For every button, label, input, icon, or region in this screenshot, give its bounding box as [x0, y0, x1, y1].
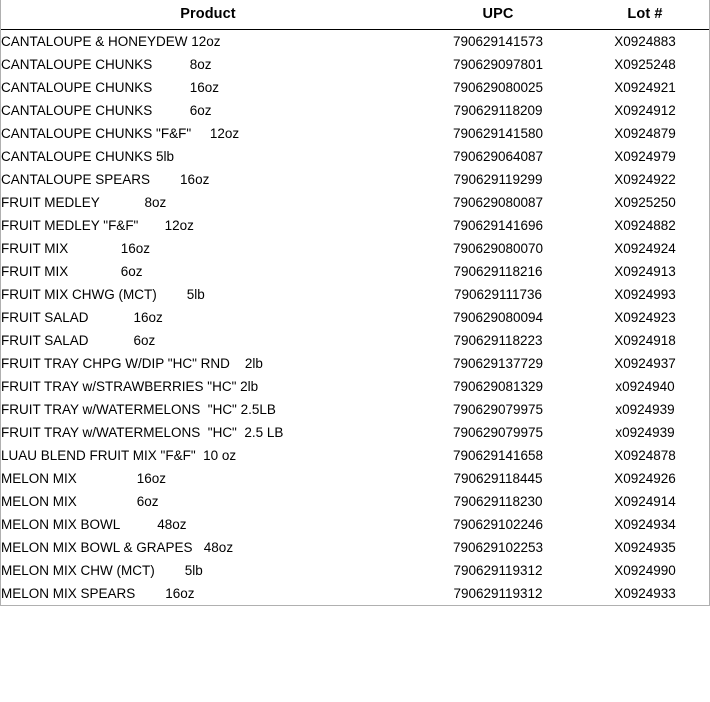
cell-product: MELON MIX BOWL 48oz	[1, 517, 187, 532]
cell-upc: 790629118223	[453, 333, 543, 348]
table-row	[1, 398, 709, 421]
cell-lot: X0924918	[614, 333, 676, 348]
cell-upc: 790629097801	[452, 57, 544, 72]
cell-lot: X0925250	[614, 195, 676, 210]
table-row	[1, 53, 709, 76]
column-header-product: Product	[1, 0, 415, 30]
cell-upc: 790629119299	[453, 172, 543, 187]
table-row	[1, 490, 709, 513]
table-row	[1, 329, 709, 352]
cell-product: FRUIT MIX 6oz	[1, 264, 143, 279]
cell-lot: X0924921	[614, 80, 676, 95]
table-row	[1, 421, 709, 444]
cell-upc: 790629137729	[452, 356, 544, 371]
cell-product: FRUIT MIX 16oz	[1, 241, 151, 256]
cell-product: MELON MIX 16oz	[1, 471, 167, 486]
cell-upc: 790629064087	[452, 149, 544, 164]
cell-lot: x0924939	[615, 402, 675, 417]
table-row	[1, 122, 709, 145]
table-row	[1, 214, 709, 237]
cell-lot: X0924914	[614, 494, 676, 509]
cell-upc: 790629119312	[453, 586, 543, 601]
cell-product: MELON MIX 6oz	[1, 494, 159, 509]
cell-upc: 790629080094	[452, 310, 544, 325]
cell-upc: 790629079975	[452, 402, 544, 417]
cell-product: CANTALOUPE & HONEYDEW 12oz	[1, 34, 221, 49]
cell-lot: X0925248	[614, 57, 676, 72]
cell-lot: X0924882	[614, 218, 676, 233]
cell-product: CANTALOUPE CHUNKS 16oz	[1, 80, 220, 95]
table-row	[1, 559, 709, 582]
cell-lot: X0924913	[614, 264, 676, 279]
table-row	[1, 260, 709, 283]
cell-product: LUAU BLEND FRUIT MIX "F&F" 10 oz	[1, 448, 237, 463]
cell-product: FRUIT MEDLEY 8oz	[1, 195, 167, 210]
cell-upc: 790629118209	[453, 103, 543, 118]
cell-upc: 790629079975	[452, 425, 544, 440]
cell-lot: X0924979	[614, 149, 676, 164]
cell-upc: 790629080087	[452, 195, 544, 210]
cell-upc: 790629141696	[452, 218, 544, 233]
cell-upc: 790629119312	[453, 563, 543, 578]
cell-upc: 790629080070	[452, 241, 544, 256]
cell-lot: X0924922	[614, 172, 676, 187]
cell-product: CANTALOUPE SPEARS 16oz	[1, 172, 210, 187]
cell-upc: 790629118216	[453, 264, 543, 279]
table-header-row	[1, 0, 709, 30]
cell-product: FRUIT MIX CHWG (MCT) 5lb	[1, 287, 205, 302]
table-row	[1, 582, 709, 605]
cell-lot: X0924879	[614, 126, 676, 141]
cell-product: FRUIT MEDLEY "F&F" 12oz	[1, 218, 194, 233]
table-row	[1, 237, 709, 260]
table-row	[1, 352, 709, 375]
cell-product: MELON MIX BOWL & GRAPES 48oz	[1, 540, 234, 555]
table-row	[1, 30, 709, 54]
cell-upc: 790629141658	[452, 448, 544, 463]
table-row	[1, 283, 709, 306]
table-row	[1, 168, 709, 191]
cell-product: FRUIT TRAY w/WATERMELONS "HC" 2.5 LB	[1, 425, 284, 440]
table-row	[1, 99, 709, 122]
cell-lot: x0924939	[615, 425, 675, 440]
cell-product: FRUIT TRAY w/STRAWBERRIES "HC" 2lb	[1, 379, 259, 394]
table-row	[1, 306, 709, 329]
cell-product: MELON MIX SPEARS 16oz	[1, 586, 195, 601]
cell-lot: X0924926	[614, 471, 676, 486]
cell-lot: X0924878	[614, 448, 676, 463]
table-row	[1, 191, 709, 214]
cell-lot: X0924993	[614, 287, 676, 302]
cell-lot: X0924883	[614, 34, 676, 49]
table-row	[1, 444, 709, 467]
cell-product: CANTALOUPE CHUNKS "F&F" 12oz	[1, 126, 240, 141]
cell-upc: 790629081329	[452, 379, 544, 394]
cell-lot: X0924923	[614, 310, 676, 325]
table-row	[1, 145, 709, 168]
cell-lot: X0924935	[614, 540, 676, 555]
table-row	[1, 467, 709, 490]
table-row	[1, 76, 709, 99]
cell-upc: 790629141580	[452, 126, 544, 141]
cell-upc: 790629118230	[453, 494, 543, 509]
cell-lot: X0924933	[614, 586, 676, 601]
table-row	[1, 536, 709, 559]
cell-product: FRUIT TRAY CHPG W/DIP "HC" RND 2lb	[1, 356, 263, 371]
cell-product: CANTALOUPE CHUNKS 8oz	[1, 57, 212, 72]
table-header	[1, 0, 709, 30]
product-table	[1, 0, 709, 605]
cell-upc: 790629111736	[453, 287, 543, 302]
cell-product: FRUIT SALAD 16oz	[1, 310, 163, 325]
cell-upc: 790629118445	[453, 471, 543, 486]
cell-lot: X0924924	[614, 241, 676, 256]
cell-lot: X0924934	[614, 517, 676, 532]
cell-product: FRUIT SALAD 6oz	[1, 333, 156, 348]
table-row	[1, 513, 709, 536]
table-body	[1, 30, 709, 606]
cell-lot: X0924990	[614, 563, 676, 578]
cell-lot: X0924937	[614, 356, 676, 371]
cell-upc: 790629102246	[452, 517, 544, 532]
column-header-upc: UPC	[415, 0, 581, 30]
cell-lot: X0924912	[614, 103, 676, 118]
cell-upc: 790629080025	[452, 80, 544, 95]
cell-upc: 790629141573	[452, 34, 544, 49]
table-row	[1, 375, 709, 398]
cell-lot: x0924940	[615, 379, 675, 394]
column-header-lot: Lot #	[581, 0, 709, 30]
cell-upc: 790629102253	[452, 540, 544, 555]
cell-product: CANTALOUPE CHUNKS 5lb	[1, 149, 175, 164]
cell-product: MELON MIX CHW (MCT) 5lb	[1, 563, 203, 578]
cell-product: CANTALOUPE CHUNKS 6oz	[1, 103, 212, 118]
cell-product: FRUIT TRAY w/WATERMELONS "HC" 2.5LB	[1, 402, 276, 417]
